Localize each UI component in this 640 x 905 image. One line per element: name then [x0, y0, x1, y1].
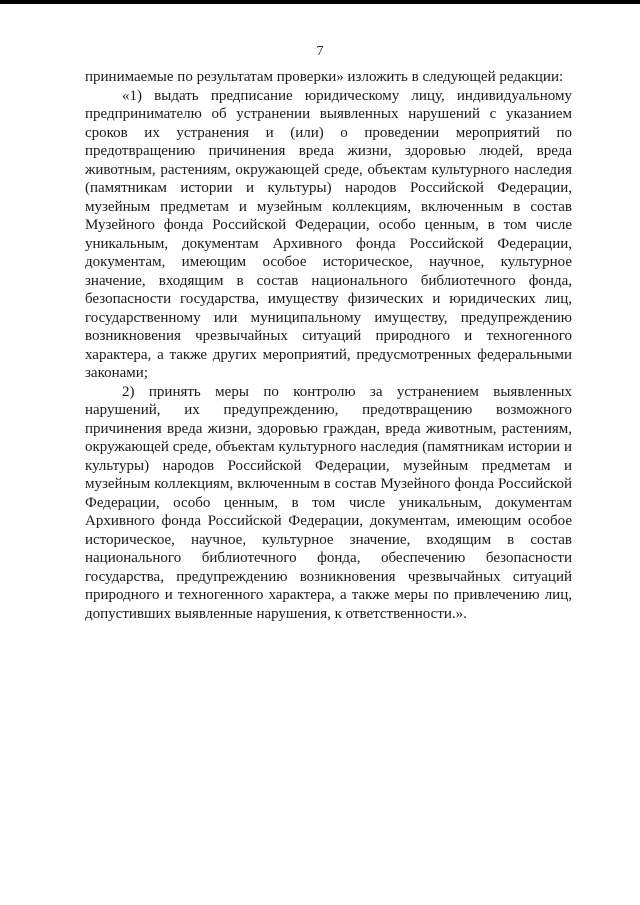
scan-top-edge — [0, 0, 640, 4]
paragraph-item-1: «1) выдать предписание юридическому лицу, индивидуальному предпринимателю об устранении выявленных нарушений с указанием сроков их устранения и (или) о проведении мероприятий по предотвращению причинения вреда жизни, здоровью людей, вреда животным, растениям, окружающей среде, объектам культурного наследия (памятникам истории и культуры) народов Российской Федерации, музейным предметам и музейным коллекциям, включенным в состав Музейного фонда Российской Федерации, особо ценным, в том числе уникальным, документам Архивного фонда Российской Федерации, документам, имеющим особое историческое, научное, культурное значение, входящим в состав национального библиотечного фонда, безопасности государства, имуществу физических и юридических лиц, государственному или муниципальному имуществу, предупреждению возникновения чрезвычайных ситуаций природного и техногенного характера, а также других мероприятий, предусмотренных федеральными законами; — [85, 87, 572, 381]
page-number: 7 — [316, 44, 324, 59]
document-body — [85, 68, 572, 623]
paragraph-intro: принимаемые по результатам проверки» изложить в следующей редакции: — [85, 69, 564, 85]
paragraph-item-2: 2) принять меры по контролю за устранением выявленных нарушений, их предупреждению, предотвращению возможного причинения вреда жизни, здоровью граждан, вреда животным, растениям, окружающей среде, объектам культурного наследия (памятникам истории и культуры) народов Российской Федерации, музейным предметам и музейным коллекциям, включенным в состав Музейного фонда Российской Федерации, особо ценным, в том числе уникальным, документам Архивного фонда Российской Федерации, документам, имеющим особое историческое, научное, культурное значение, входящим в состав национального библиотечного фонда, обеспечению безопасности государства, предупреждению возникновения чрезвычайных ситуаций природного и техногенного характера, а также меры по привлечению лиц, допустивших выявленные нарушения, к ответственности.». — [85, 383, 572, 622]
